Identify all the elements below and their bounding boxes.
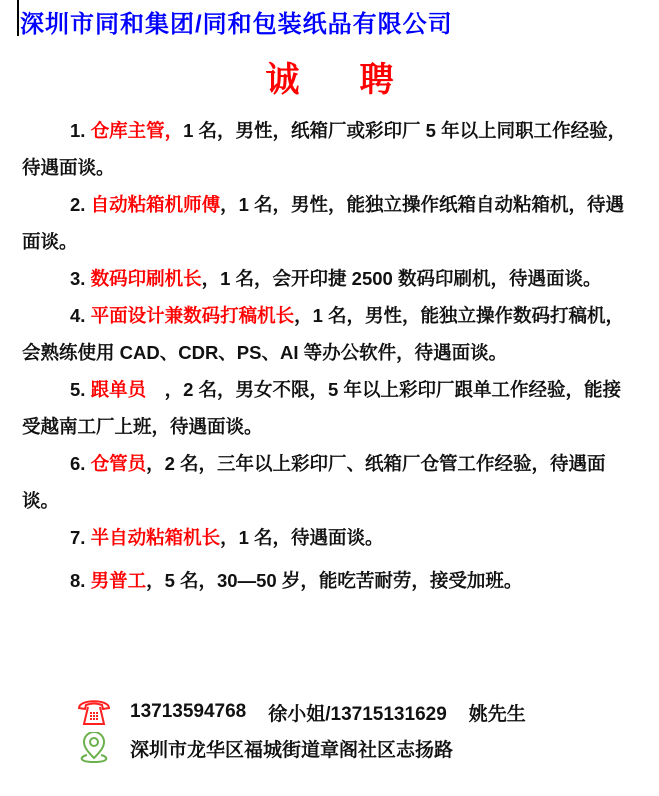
- job-desc: ，2 名，男女不限，5 年以上彩印厂跟单工作经验，能接受越南工厂上班，待遇面谈。: [22, 379, 621, 437]
- contact-person: 徐小姐/13715131629: [268, 703, 447, 725]
- title-char: 诚: [265, 61, 300, 99]
- job-role: 数码印刷机长: [90, 268, 202, 289]
- job-desc: ，2 名，三年以上彩印厂、纸箱厂仓管工作经验，待遇面谈。: [22, 453, 606, 511]
- job-desc: ，5 名，30—50 岁，能吃苦耐劳，接受加班。: [146, 570, 523, 591]
- job-item: 3. 数码印刷机长，1 名，会开印捷 2500 数码印刷机，待遇面谈。: [70, 268, 602, 289]
- job-desc: ，1 名，会开印捷 2500 数码印刷机，待遇面谈。: [201, 268, 602, 289]
- job-list: [22, 112, 636, 599]
- contact-person: 姚先生: [468, 703, 526, 725]
- job-item: 8. 男普工，5 名，30—50 岁，能吃苦耐劳，接受加班。: [70, 570, 523, 591]
- address-row: [76, 730, 526, 766]
- text-cursor: [17, 0, 19, 36]
- title-char: 聘: [359, 61, 394, 99]
- job-role: 仓库主管，: [90, 120, 184, 141]
- job-item: 4. 平面设计兼数码打稿机长，1 名，男性，能独立操作数码打稿机，会熟练使用 CAD、CDR、PS、AI 等办公软件，待遇面谈。: [22, 305, 625, 363]
- job-desc: ，1 名，男性，能独立操作纸箱自动粘箱机，待遇面谈。: [22, 194, 625, 252]
- job-desc: ，1 名，待遇面谈。: [220, 527, 384, 548]
- contact-block: [76, 694, 526, 766]
- job-desc: ，1 名，男性，能独立操作数码打稿机，会熟练使用 CAD、CDR、PS、AI 等办公软件，待遇面谈。: [22, 305, 625, 363]
- job-role: 仓管员: [90, 453, 147, 474]
- job-item: 7. 半自动粘箱机长，1 名，待遇面谈。: [70, 527, 384, 548]
- job-role: 平面设计兼数码打稿机长: [90, 305, 295, 326]
- phone-row: [76, 694, 526, 730]
- company-name: 深圳市同和集团/同和包装纸品有限公司: [20, 11, 453, 38]
- phone-number: 13713594768: [130, 701, 247, 722]
- job-desc: 1 名，男性，纸箱厂或彩印厂 5 年以上同职工作经验，待遇面谈。: [22, 120, 627, 178]
- location-pin-icon: [76, 732, 112, 764]
- job-role: 自动粘箱机师傅: [90, 194, 221, 215]
- job-role: 男普工: [90, 570, 147, 591]
- telephone-icon: [76, 696, 112, 728]
- job-item: 5. 跟单员 ，2 名，男女不限，5 年以上彩印厂跟单工作经验，能接受越南工厂上班，待遇面谈。: [22, 379, 621, 437]
- job-item: 1. 仓库主管，1 名，男性，纸箱厂或彩印厂 5 年以上同职工作经验，待遇面谈。: [22, 120, 627, 178]
- address: 深圳市龙华区福城街道章阁社区志扬路: [130, 739, 454, 761]
- job-role: 半自动粘箱机长: [90, 527, 221, 548]
- job-item: 6. 仓管员，2 名，三年以上彩印厂、纸箱厂仓管工作经验，待遇面谈。: [22, 453, 606, 511]
- job-role: 跟单员: [90, 379, 147, 400]
- job-item: 2. 自动粘箱机师傅，1 名，男性，能独立操作纸箱自动粘箱机，待遇面谈。: [22, 194, 625, 252]
- page-title: [0, 52, 659, 101]
